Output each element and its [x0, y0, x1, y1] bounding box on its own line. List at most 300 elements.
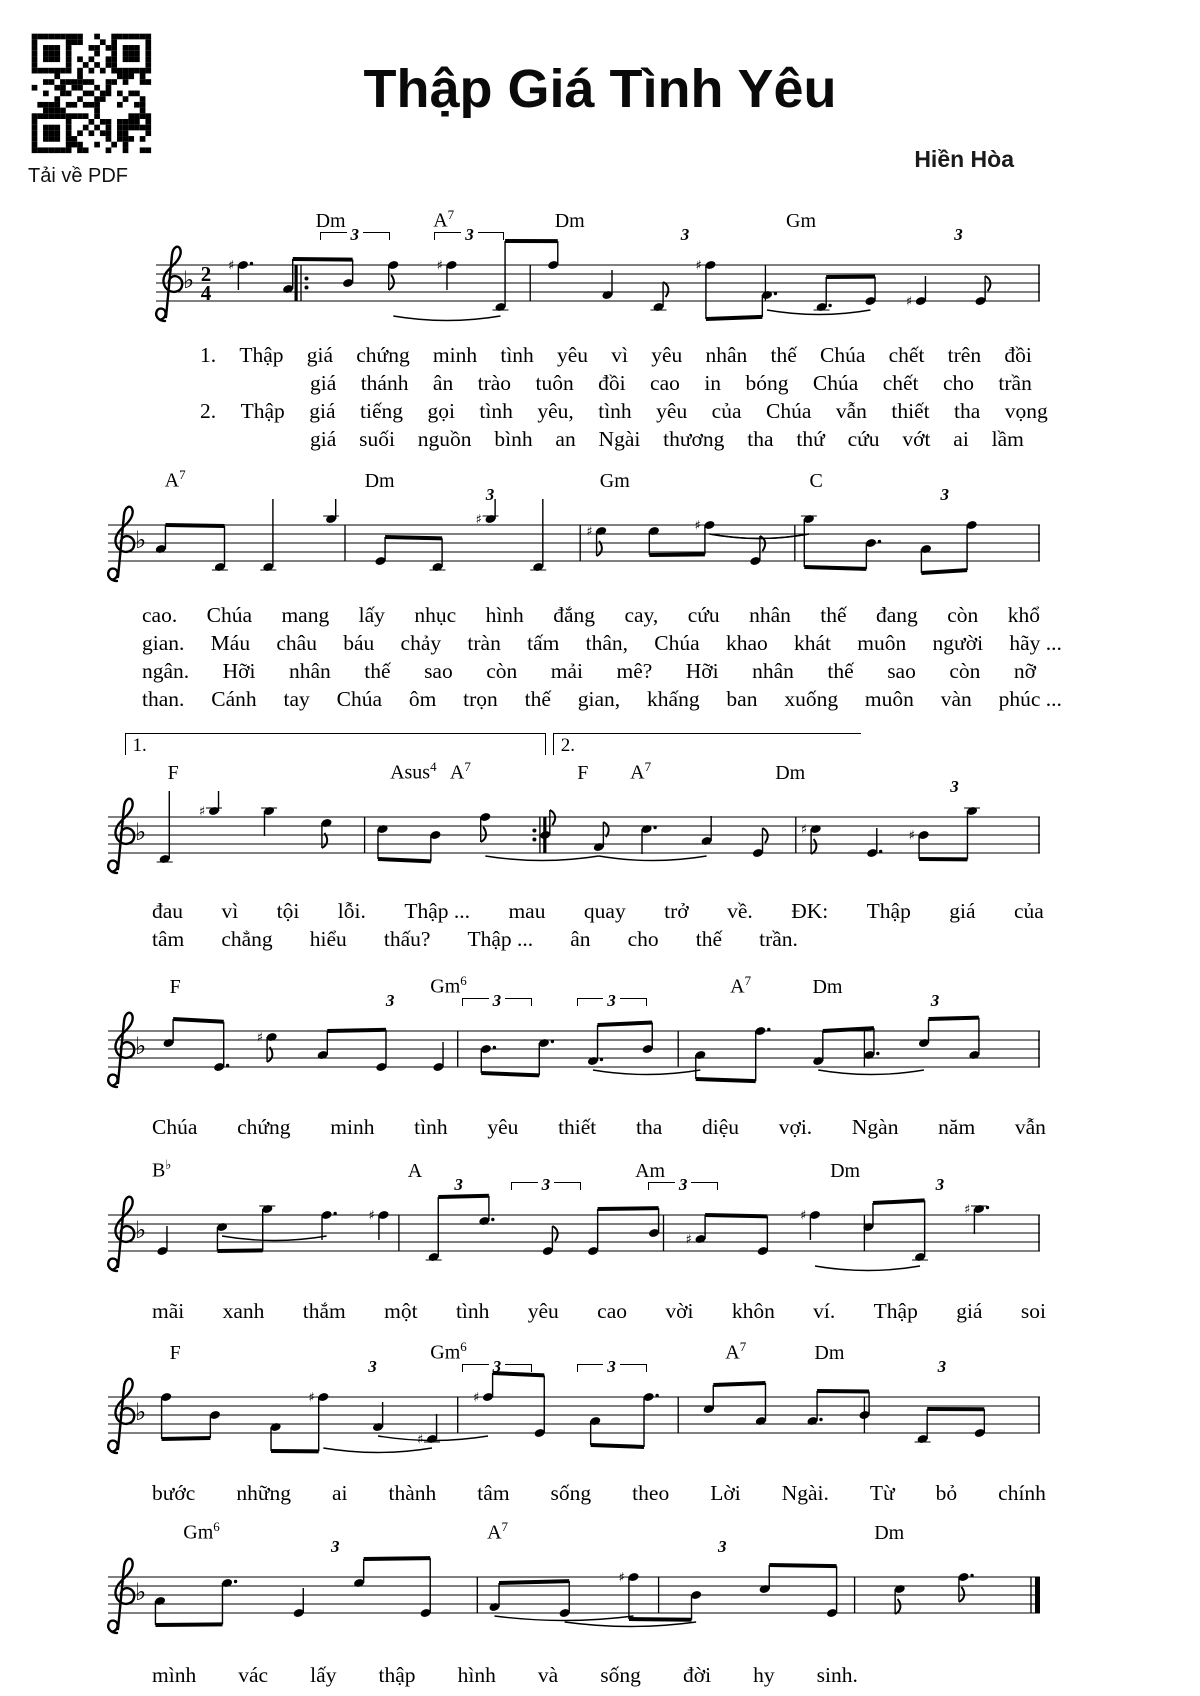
staff-svg: [100, 499, 1080, 595]
lyric-line: [100, 397, 1080, 425]
triplet-bracket-right: [363, 232, 390, 240]
svg-text:♯: ♯: [472, 1390, 480, 1406]
lyric-word: thế: [364, 659, 391, 683]
lyric-word: yêu: [527, 1299, 559, 1323]
lyric-line: [100, 629, 1080, 657]
lyric-word: Lời: [710, 1481, 741, 1505]
lyric-word: thế: [820, 603, 847, 627]
score-system-7: [100, 1517, 1080, 1689]
triplet-mark: 3: [320, 226, 390, 243]
svg-text:♯: ♯: [685, 1232, 692, 1248]
score: [100, 205, 1080, 1689]
lyric-word: giá: [310, 427, 337, 451]
staff-lines: [108, 817, 1040, 853]
volta-row: [100, 733, 1080, 757]
flat-sign-icon: ♭: [135, 526, 147, 554]
lyric-word: bình: [494, 427, 533, 451]
lyrics-block: [100, 897, 1080, 953]
lyric-word: sao: [887, 659, 916, 683]
lyric-word: còn: [486, 659, 518, 683]
chord-symbol: C: [809, 470, 823, 492]
notes: [160, 1373, 985, 1453]
author-name: Hiền Hòa: [914, 146, 1014, 172]
triplet-bracket-right: [478, 232, 505, 240]
treble-clef-icon: [108, 1013, 134, 1087]
lyric-word: hiểu: [309, 927, 347, 951]
lyric-word: đời: [682, 1663, 712, 1687]
score-system-6: [100, 1337, 1080, 1507]
lyric-line: [100, 925, 1080, 953]
lyric-word: vớt: [902, 427, 931, 451]
lyric-word: suối: [359, 427, 395, 451]
chord-symbol: $A^7$: [449, 759, 471, 784]
triplet-bracket-left: [577, 1364, 604, 1372]
score-system-1: [100, 205, 1080, 453]
lyric-word: an: [555, 427, 576, 451]
lyric-word: lầm: [991, 427, 1024, 451]
flat-sign-icon: ♭: [135, 1032, 147, 1060]
flat-sign-icon: ♭: [135, 818, 147, 846]
lyric-word: vàn: [940, 687, 972, 711]
chord-symbol: Dm: [554, 210, 585, 232]
treble-clef-icon: [108, 507, 134, 581]
staff-lines: [108, 525, 1040, 561]
lyric-word: mang: [281, 603, 330, 627]
chord-symbol: Gm$^6$: [430, 1339, 467, 1364]
lyric-word: tha: [635, 1115, 663, 1139]
lyric-word: nhân: [749, 603, 791, 627]
treble-clef-icon: [108, 1197, 134, 1271]
svg-text:♯: ♯: [308, 1390, 315, 1406]
lyric-word: còn: [949, 659, 981, 683]
volta-bracket-2: 2.: [553, 733, 862, 755]
volta-bracket-1: 1.: [125, 733, 546, 755]
lyric-word: xuống: [784, 687, 839, 711]
lyric-word: cao.: [142, 603, 178, 627]
lyric-word: in: [704, 371, 722, 395]
staff-lines: [108, 1397, 1040, 1433]
lyric-word: châu: [276, 631, 317, 655]
lyric-word: muôn: [857, 631, 907, 655]
triplet-mark: 3: [462, 1358, 532, 1375]
triplet-mark: 3: [950, 777, 959, 796]
svg-text:♯: ♯: [799, 1208, 807, 1224]
lyric-word: thế: [827, 659, 854, 683]
lyric-word: còn: [947, 603, 979, 627]
treble-clef-icon: [108, 799, 134, 873]
lyric-word: tha: [747, 427, 774, 451]
triplet-mark: 3: [368, 1357, 377, 1376]
lyric-word: ôm: [408, 687, 437, 711]
lyric-word: Cánh: [211, 687, 257, 711]
chord-symbol: Gm$^6$: [430, 973, 467, 998]
triplet-bracket-right: [620, 998, 647, 1006]
chord-row: [100, 1155, 1080, 1194]
lyric-word: minh: [432, 343, 478, 367]
lyric-word: mải: [550, 659, 583, 683]
lyric-word: những: [236, 1481, 291, 1505]
lyric-word: vọng: [1004, 399, 1048, 423]
lyric-word: thành: [388, 1481, 437, 1505]
chord-symbol: Dm: [874, 1522, 905, 1544]
chord-symbol: Dm: [812, 976, 843, 998]
lyric-word: sống: [600, 1663, 641, 1687]
svg-text:♯: ♯: [256, 1030, 263, 1046]
triplet-mark: 3: [330, 1537, 340, 1556]
lyric-word: khôn: [731, 1299, 775, 1323]
lyric-word: tấm: [527, 631, 560, 655]
lyric-word: nhân: [752, 659, 794, 683]
chord-symbol: F: [577, 762, 589, 784]
lyric-word: giá: [309, 399, 336, 423]
lyric-word: Từ: [869, 1481, 895, 1505]
lyric-word: tràn: [467, 631, 501, 655]
lyric-word: hình: [457, 1663, 496, 1687]
lyric-line: [100, 601, 1080, 629]
lyric-word: của: [1014, 899, 1044, 923]
triplet-mark: 3: [718, 1537, 727, 1556]
lyric-word: chính: [998, 1481, 1046, 1505]
svg-text:♯: ♯: [198, 804, 206, 820]
chord-symbol: Dm: [830, 1160, 861, 1182]
triplet-mark: 3: [940, 485, 949, 504]
flat-sign-icon: ♭: [135, 1398, 147, 1426]
treble-clef-icon: [108, 1559, 134, 1633]
flat-sign-icon: ♭: [183, 266, 195, 294]
lyric-word: diệu: [701, 1115, 739, 1139]
lyric-word: bỏ: [935, 1481, 958, 1505]
lyric-word: và: [537, 1663, 559, 1687]
lyric-word: trần: [998, 371, 1032, 395]
triplet-bracket-left: [320, 232, 347, 240]
lyric-word: sao: [424, 659, 453, 683]
chord-symbol: $A^7$: [487, 1519, 509, 1544]
lyric-word: vẫn: [1014, 1115, 1046, 1139]
lyric-word: thế: [524, 687, 551, 711]
chord-symbol: $A^7$: [730, 973, 752, 998]
chord-symbol: $A^7$: [164, 467, 186, 492]
notes: [154, 1558, 974, 1626]
lyric-word: lỗi.: [337, 899, 366, 923]
lyric-word: thứ: [796, 427, 825, 451]
lyric-word: cho: [627, 927, 659, 951]
triplet-mark: 3: [577, 992, 647, 1009]
lyric-word: thánh: [360, 371, 409, 395]
lyric-word: vợi.: [778, 1115, 813, 1139]
lyric-word: thiết: [558, 1115, 597, 1139]
lyric-word: gian,: [577, 687, 621, 711]
lyric-word: khổ: [1007, 603, 1040, 627]
lyric-word: ai: [331, 1481, 348, 1505]
lyric-word: yêu: [656, 399, 688, 423]
treble-clef-icon: [156, 247, 182, 321]
chord-row: [100, 1337, 1080, 1376]
triplet-bracket-right: [691, 1182, 718, 1190]
chord-symbol: $A^7$: [630, 759, 652, 784]
lyric-word: vẫn: [835, 399, 867, 423]
staff-svg: [100, 1551, 1080, 1647]
chord-row: [100, 971, 1080, 1010]
svg-text:♯: ♯: [586, 524, 593, 540]
lyric-word: 1.: [200, 343, 217, 367]
lyric-word: chết: [888, 343, 925, 367]
lyrics-block: [100, 1113, 1080, 1141]
lyric-word: đắng: [553, 603, 596, 627]
score-system-2: [100, 465, 1080, 713]
lyric-word: nỡ: [1013, 659, 1036, 683]
lyric-word: tình: [414, 1115, 448, 1139]
staff-svg: [100, 1005, 1080, 1101]
lyric-line: [100, 897, 1080, 925]
lyric-word: thân,: [585, 631, 629, 655]
lyric-word: giá: [310, 371, 337, 395]
lyric-word: tội: [276, 899, 300, 923]
svg-text:♯: ♯: [695, 258, 702, 274]
lyric-word: Hỡi: [222, 659, 256, 683]
lyric-line: [100, 685, 1080, 713]
svg-text:♯: ♯: [800, 822, 808, 838]
lyric-word: trọn: [463, 687, 498, 711]
flat-sign-icon: ♭: [135, 1216, 147, 1244]
lyric-word: trở: [664, 899, 689, 923]
lyric-word: gọi: [427, 399, 455, 423]
chord-symbol: Gm$^6$: [183, 1519, 220, 1544]
lyrics-block: [100, 341, 1080, 453]
lyric-word: cao: [597, 1299, 627, 1323]
lyrics-block: [100, 1479, 1080, 1507]
chord-row: [100, 205, 1080, 244]
lyrics-block: [100, 1297, 1080, 1325]
lyric-word: báu: [343, 631, 375, 655]
lyric-line: [100, 1297, 1080, 1325]
lyric-word: mãi: [152, 1299, 185, 1323]
lyric-word: ân: [570, 927, 591, 951]
lyric-word: gian.: [142, 631, 185, 655]
score-system-3: [100, 733, 1080, 953]
svg-text:♯: ♯: [964, 1202, 971, 1218]
lyric-word: thắm: [302, 1299, 346, 1323]
lyric-word: chảy: [400, 631, 442, 655]
lyric-line: [100, 657, 1080, 685]
svg-text:4: 4: [200, 281, 212, 305]
notes: [155, 499, 978, 573]
svg-text:♯: ♯: [227, 258, 235, 274]
lyric-word: đau: [152, 899, 184, 923]
lyric-word: trần.: [759, 927, 798, 951]
lyric-word: tha: [954, 399, 981, 423]
lyric-word: vác: [238, 1663, 269, 1687]
chord-symbol: B♭: [151, 1157, 172, 1182]
lyric-word: quay: [583, 899, 626, 923]
triplet-mark: 3: [511, 1176, 581, 1193]
lyric-word: nhân: [289, 659, 331, 683]
lyric-word: Thập: [240, 399, 285, 423]
lyric-word: cứu: [687, 603, 720, 627]
lyric-word: chứng: [356, 343, 410, 367]
staff-lines: [108, 1031, 1040, 1067]
triplet-bracket-right: [620, 1364, 647, 1372]
triplet-bracket-left: [511, 1182, 538, 1190]
lyric-word: về.: [727, 899, 753, 923]
svg-text:♯: ♯: [618, 1570, 625, 1586]
lyric-word: hình: [485, 603, 524, 627]
lyric-word: đồi: [1004, 343, 1032, 367]
lyric-word: yêu,: [537, 399, 574, 423]
lyric-line: [100, 1113, 1080, 1141]
lyric-word: của: [711, 399, 742, 423]
lyric-word: lấy: [358, 603, 385, 627]
lyric-word: nguồn: [417, 427, 472, 451]
lyric-word: chứng: [237, 1115, 291, 1139]
chord-symbol: A: [407, 1160, 423, 1182]
svg-text:♯: ♯: [475, 512, 482, 528]
triplet-mark: 3: [485, 485, 495, 504]
staff-svg: [100, 791, 1080, 887]
lyric-word: một: [384, 1299, 418, 1323]
lyric-word: tình: [455, 1299, 490, 1323]
lyric-word: tuôn: [535, 371, 574, 395]
lyric-word: Hỡi: [685, 659, 719, 683]
lyric-word: tâm: [477, 1481, 510, 1505]
lyric-word: yêu: [651, 343, 683, 367]
triplet-bracket-right: [505, 998, 532, 1006]
triplet-bracket-left: [462, 998, 489, 1006]
triplet-mark: 3: [385, 991, 395, 1010]
chord-row: [100, 757, 1080, 796]
svg-text:♯: ♯: [416, 1432, 424, 1448]
lyric-word: ví.: [813, 1299, 836, 1323]
lyric-word: 2.: [200, 399, 217, 423]
lyric-word: khao: [725, 631, 768, 655]
svg-text:♯: ♯: [368, 1208, 375, 1224]
lyric-word: thấu?: [383, 927, 431, 951]
lyric-word: vì: [611, 343, 629, 367]
lyric-word: tình: [479, 399, 513, 423]
svg-text:2: 2: [200, 262, 212, 286]
lyric-word: mê?: [616, 659, 653, 683]
triplet-mark: 3: [935, 1175, 945, 1194]
lyric-word: Thập ...: [467, 927, 534, 951]
triplet-bracket-right: [505, 1364, 532, 1372]
lyric-word: Thập ...: [404, 899, 470, 923]
lyric-word: than.: [142, 687, 185, 711]
lyric-word: tình: [500, 343, 534, 367]
lyrics-block: [100, 601, 1080, 713]
lyric-word: trên: [947, 343, 982, 367]
chord-symbol: $A^7$: [433, 207, 455, 232]
chord-symbol: Gm: [786, 210, 816, 232]
lyric-word: ai: [953, 427, 969, 451]
lyric-word: bước: [152, 1481, 196, 1505]
lyric-word: ân: [432, 371, 454, 395]
chord-row: [100, 1517, 1080, 1556]
lyric-word: sinh.: [816, 1663, 858, 1687]
lyric-word: cao: [650, 371, 680, 395]
lyric-word: minh: [330, 1115, 375, 1139]
notes: [228, 241, 990, 321]
lyric-word: xanh: [222, 1299, 265, 1323]
lyric-word: yêu: [557, 343, 589, 367]
triplet-mark: 3: [434, 226, 504, 243]
lyric-word: tiếng: [360, 399, 403, 423]
lyric-word: vời: [665, 1299, 694, 1323]
lyric-word: đang: [876, 603, 918, 627]
flat-sign-icon: ♭: [135, 1578, 147, 1606]
staff-svg: [100, 1189, 1080, 1285]
treble-clef-icon: [108, 1379, 134, 1453]
lyric-word: giá: [949, 899, 976, 923]
lyric-word: thương: [663, 427, 725, 451]
lyric-word: Chúa: [820, 343, 866, 367]
triplet-mark: 3: [462, 992, 532, 1009]
lyric-word: vì: [221, 899, 239, 923]
lyric-line: [100, 1479, 1080, 1507]
triplet-bracket-left: [577, 998, 604, 1006]
lyric-word: thiết: [891, 399, 930, 423]
lyric-word: thế: [695, 927, 723, 951]
triplet-bracket-left: [434, 232, 461, 240]
lyric-word: ngân.: [142, 659, 190, 683]
svg-text:♯: ♯: [908, 828, 915, 844]
lyric-word: chẳng: [221, 927, 273, 951]
lyric-word: thế: [770, 343, 797, 367]
triplet-mark: 3: [454, 1175, 463, 1194]
lyric-word: Ngàn: [851, 1115, 899, 1139]
lyric-line: [100, 369, 1080, 397]
lyric-word: Chúa: [206, 603, 253, 627]
chord-symbol: Dm: [775, 762, 806, 784]
lyric-word: giá: [306, 343, 334, 367]
score-system-5: [100, 1155, 1080, 1325]
chord-symbol: $A^7$: [725, 1339, 747, 1364]
score-system-4: [100, 971, 1080, 1141]
lyric-word: tình: [598, 399, 632, 423]
chord-symbol: Dm: [814, 1342, 845, 1364]
chord-symbol: F: [169, 976, 181, 998]
lyric-word: Chúa: [654, 631, 700, 655]
lyric-word: khát: [794, 631, 832, 655]
lyric-word: cay,: [624, 603, 659, 627]
chord-symbol: Dm: [315, 210, 346, 232]
lyric-word: sống: [550, 1481, 592, 1505]
chord-symbol: F: [169, 1342, 181, 1364]
triplet-mark: 3: [937, 1357, 947, 1376]
triplet-bracket-left: [648, 1182, 675, 1190]
staff-svg: [100, 239, 1080, 335]
triplet-mark: 3: [930, 991, 940, 1010]
triplet-mark: 3: [954, 225, 963, 244]
lyric-word: theo: [632, 1481, 670, 1505]
lyric-line: [100, 1661, 1080, 1689]
staff-svg: [100, 1371, 1080, 1467]
lyric-word: chết: [882, 371, 919, 395]
lyric-word: yêu: [487, 1115, 519, 1139]
chord-row: [100, 465, 1080, 504]
time-signature: [201, 262, 212, 305]
qr-caption[interactable]: Tải về PDF: [28, 165, 129, 187]
lyric-word: hy: [753, 1663, 775, 1687]
lyric-word: cho: [942, 371, 974, 395]
lyric-word: Chúa: [812, 371, 859, 395]
triplet-bracket-right: [554, 1182, 581, 1190]
chord-symbol: Gm: [599, 470, 630, 492]
svg-text:♯: ♯: [905, 294, 913, 310]
lyric-word: Chúa: [765, 399, 812, 423]
lyric-word: lấy: [310, 1663, 337, 1687]
lyric-word: phúc ...: [998, 687, 1062, 711]
lyric-line: [100, 341, 1080, 369]
svg-text:♯: ♯: [436, 258, 443, 274]
